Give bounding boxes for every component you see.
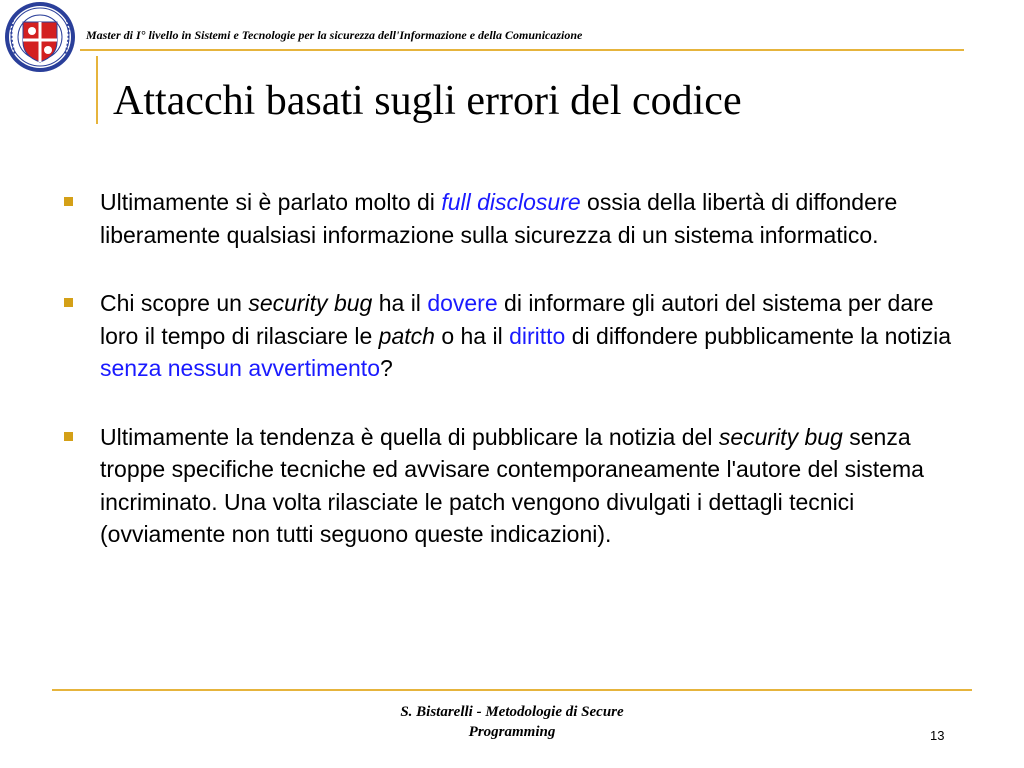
title-accent-bar bbox=[96, 56, 98, 124]
bullet-text-segment: o ha il bbox=[434, 322, 510, 349]
bullet-item bbox=[62, 186, 972, 251]
bullet-text-segment: patch bbox=[378, 322, 435, 349]
bullet-item bbox=[62, 421, 972, 551]
bullet-text-segment: di diffondere pubblicamente la notizia bbox=[565, 322, 952, 349]
bullet-square-icon bbox=[64, 432, 73, 441]
bullet-text-segment: Ultimamente si è parlato molto di bbox=[100, 189, 442, 215]
bullet-text-segment: dovere bbox=[427, 290, 498, 316]
bullet-text-segment: ? bbox=[380, 355, 393, 381]
bullet-text-segment: security bug bbox=[718, 423, 843, 450]
bullet-square-icon bbox=[64, 197, 73, 206]
course-header: Master di I° livello in Sistemi e Tecnologie per la sicurezza dell'Informazione e della Comunicazione bbox=[86, 28, 583, 42]
bottom-divider bbox=[52, 689, 972, 691]
footer-caption bbox=[340, 702, 684, 742]
bullet-text-segment: diritto bbox=[509, 322, 566, 349]
bullet-square-icon bbox=[64, 298, 73, 307]
bullet-text-segment: security bug bbox=[248, 290, 373, 316]
bullet-text-segment: full disclosure bbox=[441, 189, 581, 215]
bullet-text-segment: senza troppe specifiche tecniche ed avvisare contemporaneamente l'autore del sistema incriminato. Una volta rilasciate le patch vengono divulgati i dettagli tecnici (ovviamente non tutti seguono queste indicazioni). bbox=[100, 423, 924, 547]
footer-line-1: S. Bistarelli - Metodologie di Secure bbox=[400, 704, 624, 720]
page-number: 13 bbox=[930, 728, 945, 743]
bullet-text-segment: ha il bbox=[372, 290, 428, 316]
footer-line-2: Programming bbox=[468, 724, 556, 740]
bullet-text-segment: ossia della libertà di diffondere liberamente qualsiasi informazione sulla sicurezza di un sistema informatico. bbox=[100, 189, 898, 248]
university-seal-icon bbox=[3, 0, 77, 74]
bullet-item bbox=[62, 287, 972, 385]
top-divider bbox=[80, 49, 964, 51]
bullet-text-segment: senza nessun avvertimento bbox=[100, 355, 380, 381]
slide-title: Attacchi basati sugli errori del codice bbox=[113, 78, 742, 124]
bullet-list bbox=[62, 186, 972, 587]
bullet-text-segment: Chi scopre un bbox=[100, 290, 249, 316]
bullet-text-segment: di informare gli autori del sistema per dare loro il tempo di rilasciare le bbox=[100, 290, 934, 349]
bullet-text-segment: Ultimamente la tendenza è quella di pubblicare la notizia del bbox=[100, 423, 719, 450]
